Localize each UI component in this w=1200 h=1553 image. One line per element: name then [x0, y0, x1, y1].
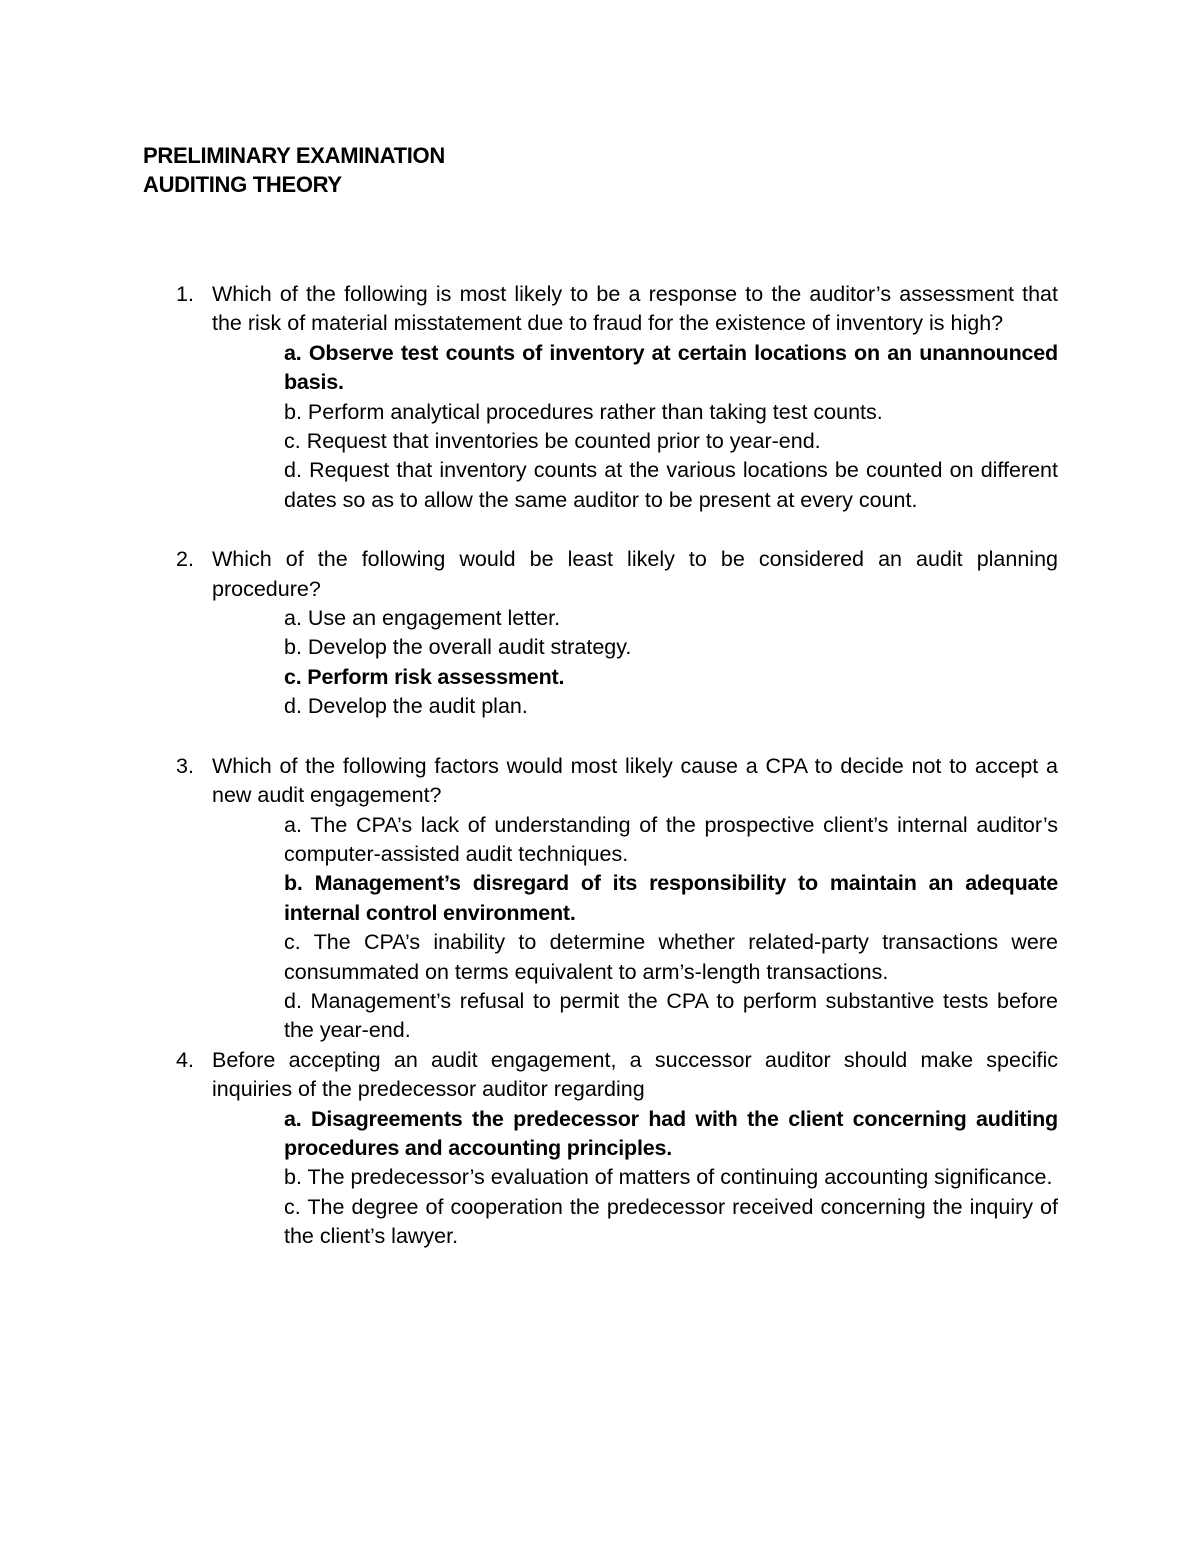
question-number: 4. [176, 1047, 194, 1072]
answer-option-d: d. Develop the audit plan. [284, 694, 528, 719]
answer-option-a: a. Use an engagement letter. [284, 606, 561, 631]
exam-subject: AUDITING THEORY [143, 172, 342, 197]
answer-option-b: b. Perform analytical procedures rather than taking test counts. [284, 399, 883, 424]
exam-header [143, 141, 445, 199]
question-number: 3. [176, 753, 194, 778]
answer-option-a-correct: a. Disagreements the predecessor had with the client concerning auditing procedures and accounting principles. [284, 1106, 1058, 1160]
question-text: Which of the following would be least likely to be considered an audit planning procedure? [212, 547, 1058, 601]
question-text: Which of the following is most likely to be a response to the auditor’s assessment that the risk of material misstatement due to fraud for the existence of inventory is high? [212, 282, 1058, 336]
question-1 [172, 280, 1058, 515]
answer-option-b-correct: b. Management’s disregard of its responsibility to maintain an adequate internal control environment. [284, 871, 1058, 925]
question-3 [172, 752, 1058, 1046]
answer-options [212, 339, 1058, 515]
answer-option-c: c. Request that inventories be counted prior to year-end. [284, 429, 821, 454]
answer-option-b: b. The predecessor’s evaluation of matters of continuing accounting significance. [284, 1165, 1053, 1190]
question-text: Which of the following factors would most likely cause a CPA to decide not to accept a new audit engagement? [212, 753, 1058, 808]
answer-options [212, 1105, 1058, 1252]
answer-option-d: d. Request that inventory counts at the various locations be counted on different dates so as to allow the same auditor to be present at every count. [284, 458, 1058, 512]
answer-option-d: d. Management’s refusal to permit the CPA to perform substantive tests before the year-end. [284, 988, 1058, 1043]
question-text: Before accepting an audit engagement, a successor auditor should make specific inquiries of the predecessor auditor regarding [212, 1047, 1058, 1102]
question-number: 2. [176, 547, 194, 572]
answer-option-b: b. Develop the overall audit strategy. [284, 635, 632, 660]
question-number: 1. [176, 282, 194, 306]
question-4 [172, 1046, 1058, 1252]
answer-options [212, 604, 1058, 722]
answer-option-c-correct: c. Perform risk assessment. [284, 664, 565, 689]
answer-option-a: a. The CPA’s lack of understanding of the prospective client’s internal auditor’s computer-assisted audit techniques. [284, 812, 1058, 866]
answer-option-c: c. The CPA’s inability to determine whether related-party transactions were consummated on terms equivalent to arm’s-length transactions. [284, 930, 1058, 984]
answer-option-c: c. The degree of cooperation the predecessor received concerning the inquiry of the client’s lawyer. [284, 1194, 1058, 1249]
answer-options [212, 811, 1058, 1046]
exam-title: PRELIMINARY EXAMINATION [143, 143, 445, 168]
question-2 [172, 545, 1058, 721]
question-list [172, 280, 1058, 1252]
answer-option-a-correct: a. Observe test counts of inventory at certain locations on an unannounced basis. [284, 340, 1058, 395]
